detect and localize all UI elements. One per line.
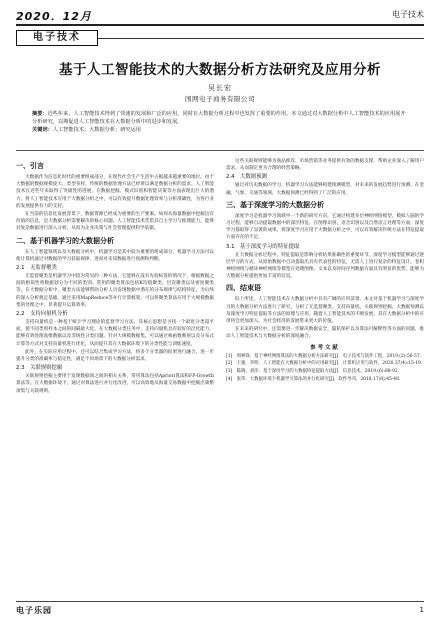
abstract-label: 摘要：: [32, 111, 48, 117]
issue-date: 2020．12月: [16, 10, 92, 23]
left-column: [16, 158, 214, 396]
section-heading: 2.4 大数据预测: [226, 174, 267, 181]
paragraph: 大数据作为信息化时代的重要组成部分，在现代社会生产生活中占据越来越重要的地位。由于大数据的数据规模庞大、类型多样，传统的数据处理方法已经难以满足数据分析的需求。人工智能技术在近些年来取得了突破性的进展，在数据挖掘、模式识别和智能决策等方面表现出巨大的潜力。将人工智能技术应用于大数据分析之中，可以有效提升数据处理效率与分析准确性，为各行业的发展提供有力的支持。: [16, 175, 214, 209]
abstract-text: 近些年来，人工智能技术得到了快速的发展和广泛的应用，同时在大数据分析过程中也发挥了重要的作用。本文通过对大数据分析中人工智能技术的应用展开分析研究，以期促进人工智能技术在大数据分析中的进步和发展。: [32, 111, 406, 125]
references-list: [226, 354, 424, 384]
right-column: [226, 158, 424, 385]
section-heading: 一、引言: [16, 162, 44, 170]
abstract: [32, 110, 408, 126]
page-header: [0, 0, 440, 46]
section-heading: 四、结束语: [226, 284, 261, 293]
journal-name: 电子技术: [392, 10, 424, 19]
paragraph: 综上所述，人工智能技术在大数据分析中具有广阔的应用前景。本文对基于机器学习与深度学习的大数据分析方法进行了研究，分析了无监督聚类、支持向量机、关联规则挖掘、大数据预测以及深度学习特征提取等方法的原理与应用。随着人工智能技术的不断发展，其在大数据分析中的应用将会更加深入，为社会经济的发展带来更大的价值。: [226, 297, 424, 325]
paragraph: 支持向量机是一种基于统计学习理论的监督学习方法，其核心思想是寻找一个最优分类超平面，使不同类别样本之间的间隔最大化。在大数据分类任务中，支持向量机具有较好的泛化能力，能够有效处理高维数据以及非线性分类问题。针对大规模数据集，可以通过核函数映射以及分布式计算等方式对支持向量机进行优化，从而提升其在大数据环境下的分类性能与训练速度。: [16, 320, 214, 347]
reference-item: [1] 周林锋．基于神经网络算法的大数据分析方法研究[J]．电子技术与软件工程，2019,(2):56-57.: [226, 353, 422, 359]
footer-divider: [16, 601, 424, 602]
article-author: 吴长宏: [208, 84, 232, 92]
section-heading: 3.1 基于深度学习的特征提取: [226, 243, 300, 250]
section-divider: [98, 38, 424, 39]
references-title: 参考文献: [310, 344, 340, 351]
header-divider: [16, 24, 424, 26]
paragraph: 在未来的研究中，还需要进一步解决数据安全、隐私保护以及算法可解释性等方面的问题，推动人工智能技术与大数据分析的深度融合。: [226, 327, 424, 340]
article-affiliation: 国网电子商务有限公司: [185, 95, 255, 103]
section-heading: 二、基于机器学习的大数据分析: [16, 236, 114, 245]
section-heading: 2.2 支持向量机分析: [16, 311, 68, 318]
paragraph: 深度学习是机器学习领域中一个新的研究方向，它通过构建多层神经网络模型，模拟人脑的学习过程，能够自动提取数据中的深层特征。在图像识别、语音识别以及自然语言处理等方面，深度学习都取得了显著的成果。将深度学习应用于大数据分析之中，可以有效解决传统方法在特征提取方面存在的不足。: [226, 213, 424, 241]
keywords-text: 人工智能技术；大数据分析；研究运用: [52, 127, 141, 133]
section-tag: 电子技术: [16, 30, 98, 46]
paragraph: 无监督聚类是机器学习中较为常见的一种方法，它能够在没有先验标签的情况下，根据数据之间的相似性将数据划分为不同的类别。常用的聚类算法包括K均值聚类、层次聚类以及密度聚类等，在大数据分析中，聚类方法能够帮助分析人员发现数据中潜在的分布规律与结构特征，为后续的深入分析奠定基础。通过采用MapReduce等并行计算框架，可以将聚类算法应用于大规模数据集的处理之中，显著提升运算效率。: [16, 274, 214, 308]
paragraph: 此外，在实际应用过程中，还可以结合集成学习方法，将多个分类器的结果进行融合，进一步提升分类的准确率与稳定性，满足不同场景下的大数据分析需求。: [16, 349, 214, 363]
keywords: [32, 126, 408, 134]
section-heading: 2.1 无监督聚类: [16, 265, 57, 272]
abstract-divider: [16, 150, 424, 151]
paragraph: 关联规则挖掘主要用于发现数据项之间的相关关系，常用算法包括Apriori算法和FP-Growth算法等。在大数据环境下，通过对算法进行并行化改进，可以高效地从海量交易数据中挖掘出频繁项集与关联规则。: [16, 374, 214, 394]
paragraph: 在人工智能领域以及大数据分析中，机器学习是其中较为重要的组成部分，机器学习方法可以使计算机通过对数据的学习获取规律，进而对未知数据进行预测和判断。: [16, 249, 214, 262]
paragraph: 通过对历史数据的学习，机器学习方法能够构建预测模型，对未来的发展趋势进行预测。在金融、气象、交通等领域，大数据预测已经得到了广泛的应用。: [226, 183, 424, 196]
abstract-block: [32, 110, 408, 134]
footer-journal-name: 电子乐园: [16, 606, 52, 615]
paragraph: 这些关联规则能够为商品推荐、市场营销等业务提供有效的数据支撑，帮助企业深入了解用户需求，从而制定更为合理的经营策略。: [226, 159, 424, 172]
article-title: 基于人工智能技术的大数据分析方法研究及应用分析: [59, 62, 381, 78]
page-number: 1: [419, 606, 424, 614]
reference-item: [4] 张伟．大数据环境下机器学习算法的并行化研究[J]．软件导刊，2018,17(8):45-48.: [226, 377, 401, 383]
section-heading: 2.3 关联规则挖掘: [16, 365, 63, 372]
reference-item: [2] 王强，李明．人工智能在大数据分析中的应用研究[J]．计算机应用与软件，2020,37(4):15-19.: [226, 361, 423, 367]
paragraph: 在当前的信息化发展背景下，数据资源已经成为重要的生产要素。如何从海量数据中挖掘出有价值的信息，是大数据分析需要解决的核心问题。人工智能技术凭借其自主学习与推理能力，能够对复杂数据进行深入分析，从而为企业决策与社会管理提供科学依据。: [16, 212, 214, 232]
right-column-body: [226, 158, 424, 341]
paragraph: 在大数据分析过程中，特征提取是影响分析结果准确性的重要环节。深度学习模型能够通过逐层学习的方式，从原始数据中自动提取出具有代表性的特征，无需人工进行复杂的特征设计。卷积神经网络与循环神经网络等模型在处理图像、文本以及时间序列数据方面具有明显的优势，能够为大数据分析提供更加丰富的信息。: [226, 252, 424, 280]
section-heading: 三、基于深度学习的大数据分析: [226, 200, 324, 209]
reference-item: [3] 陈晓，刘洋．基于深度学习的大数据特征提取方法[J]．信息技术，2019,(6):88-92.: [226, 369, 400, 375]
keywords-label: 关键词：: [32, 127, 53, 133]
